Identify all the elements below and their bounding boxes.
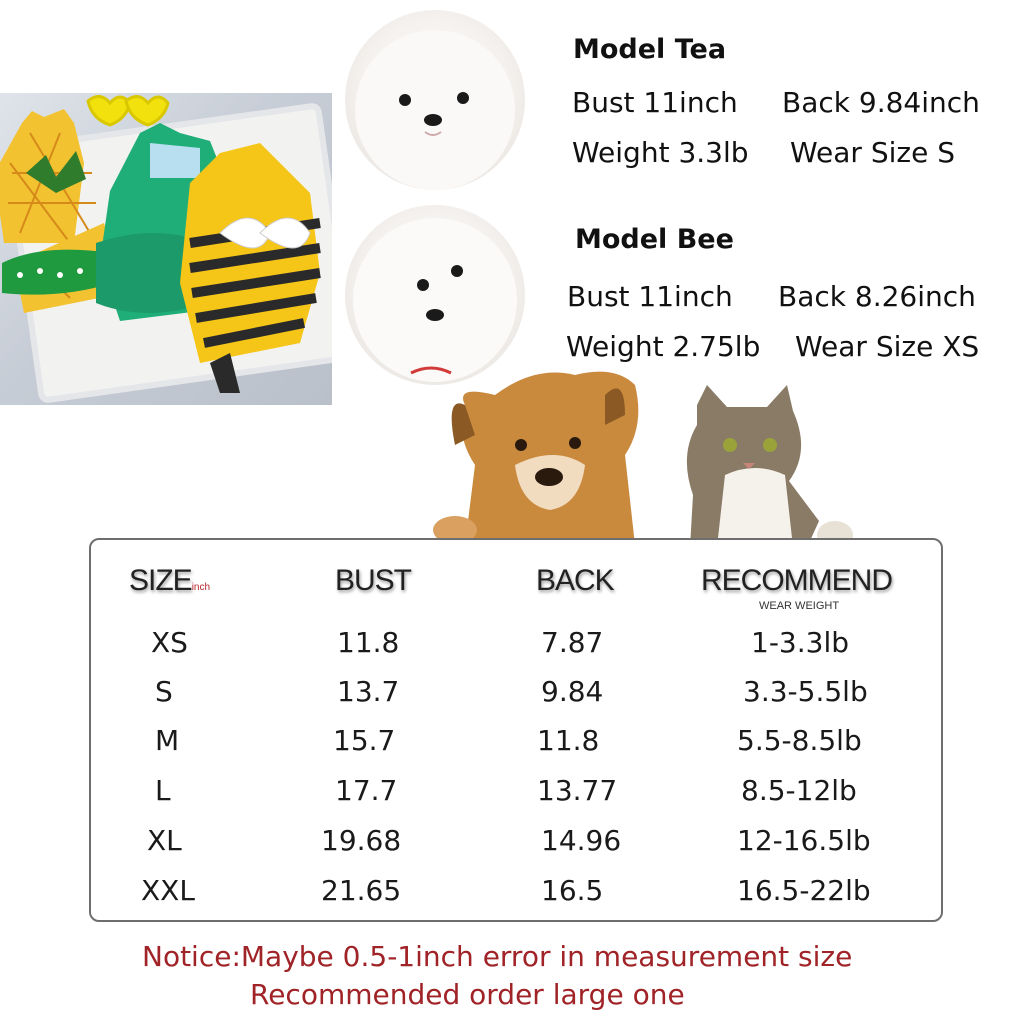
cell-back: 11.8: [537, 724, 600, 757]
cell-weight: 12-16.5lb: [737, 824, 871, 857]
header-recommend-note: WEAR WEIGHT: [759, 600, 840, 612]
cell-size: XXL: [141, 874, 195, 907]
dog-face-icon: [345, 205, 525, 385]
header-bust: BUST: [335, 564, 412, 597]
model-tea-wear-size: Wear Size S: [790, 136, 955, 169]
cell-size: S: [155, 675, 173, 708]
cell-weight: 3.3-5.5lb: [743, 675, 868, 708]
cell-bust: 19.68: [321, 824, 402, 857]
cell-size: XL: [147, 824, 182, 857]
dog-icon: [433, 372, 682, 565]
cell-bust: 11.8: [337, 626, 400, 659]
header-size-label: SIZE: [129, 564, 192, 597]
cell-bust: 17.7: [335, 774, 398, 807]
cell-weight: 5.5-8.5lb: [737, 724, 862, 757]
model-bee-bust: Bust 11inch: [567, 280, 733, 313]
cell-size: XS: [151, 626, 188, 659]
cell-size: M: [155, 724, 180, 757]
cell-bust: 15.7: [333, 724, 396, 757]
model-bee-photo: [345, 205, 525, 385]
model-tea-photo: [345, 10, 525, 190]
model-tea-back: Back 9.84inch: [782, 86, 980, 119]
model-bee-name: Model Bee: [575, 224, 734, 255]
cell-back: 13.77: [537, 774, 618, 807]
model-tea-name: Model Tea: [573, 34, 727, 65]
cell-weight: 16.5-22lb: [737, 874, 871, 907]
cell-bust: 21.65: [321, 874, 402, 907]
cell-back: 14.96: [541, 824, 622, 857]
cell-back: 16.5: [541, 874, 604, 907]
model-tea-bust: Bust 11inch: [572, 86, 738, 119]
cell-back: 7.87: [541, 626, 604, 659]
model-tea-weight: Weight 3.3lb: [572, 136, 749, 169]
cell-bust: 13.7: [337, 675, 400, 708]
heart-sunglasses: [88, 96, 168, 125]
pets-illustration: [425, 365, 865, 565]
model-bee-wear-size: Wear Size XS: [795, 330, 980, 363]
cell-back: 9.84: [541, 675, 604, 708]
dog-face-icon: [345, 10, 525, 190]
header-recommend: RECOMMEND: [701, 564, 892, 597]
model-bee-back: Back 8.26inch: [778, 280, 976, 313]
model-bee-weight: Weight 2.75lb: [566, 330, 761, 363]
size-chart-table: [89, 538, 943, 922]
bee-swimsuit: [180, 143, 320, 393]
cell-weight: 1-3.3lb: [751, 626, 849, 659]
swimsuits-illustration: [0, 93, 332, 405]
header-back: BACK: [536, 564, 614, 597]
product-photo: [0, 93, 332, 405]
notice-line-2: Recommended order large one: [250, 978, 685, 1011]
header-size-unit: inch: [191, 582, 211, 593]
header-size: [129, 564, 210, 598]
cell-weight: 8.5-12lb: [741, 774, 857, 807]
notice-line-1: Notice:Maybe 0.5-1inch error in measurement size: [142, 940, 853, 973]
cell-size: L: [155, 774, 171, 807]
